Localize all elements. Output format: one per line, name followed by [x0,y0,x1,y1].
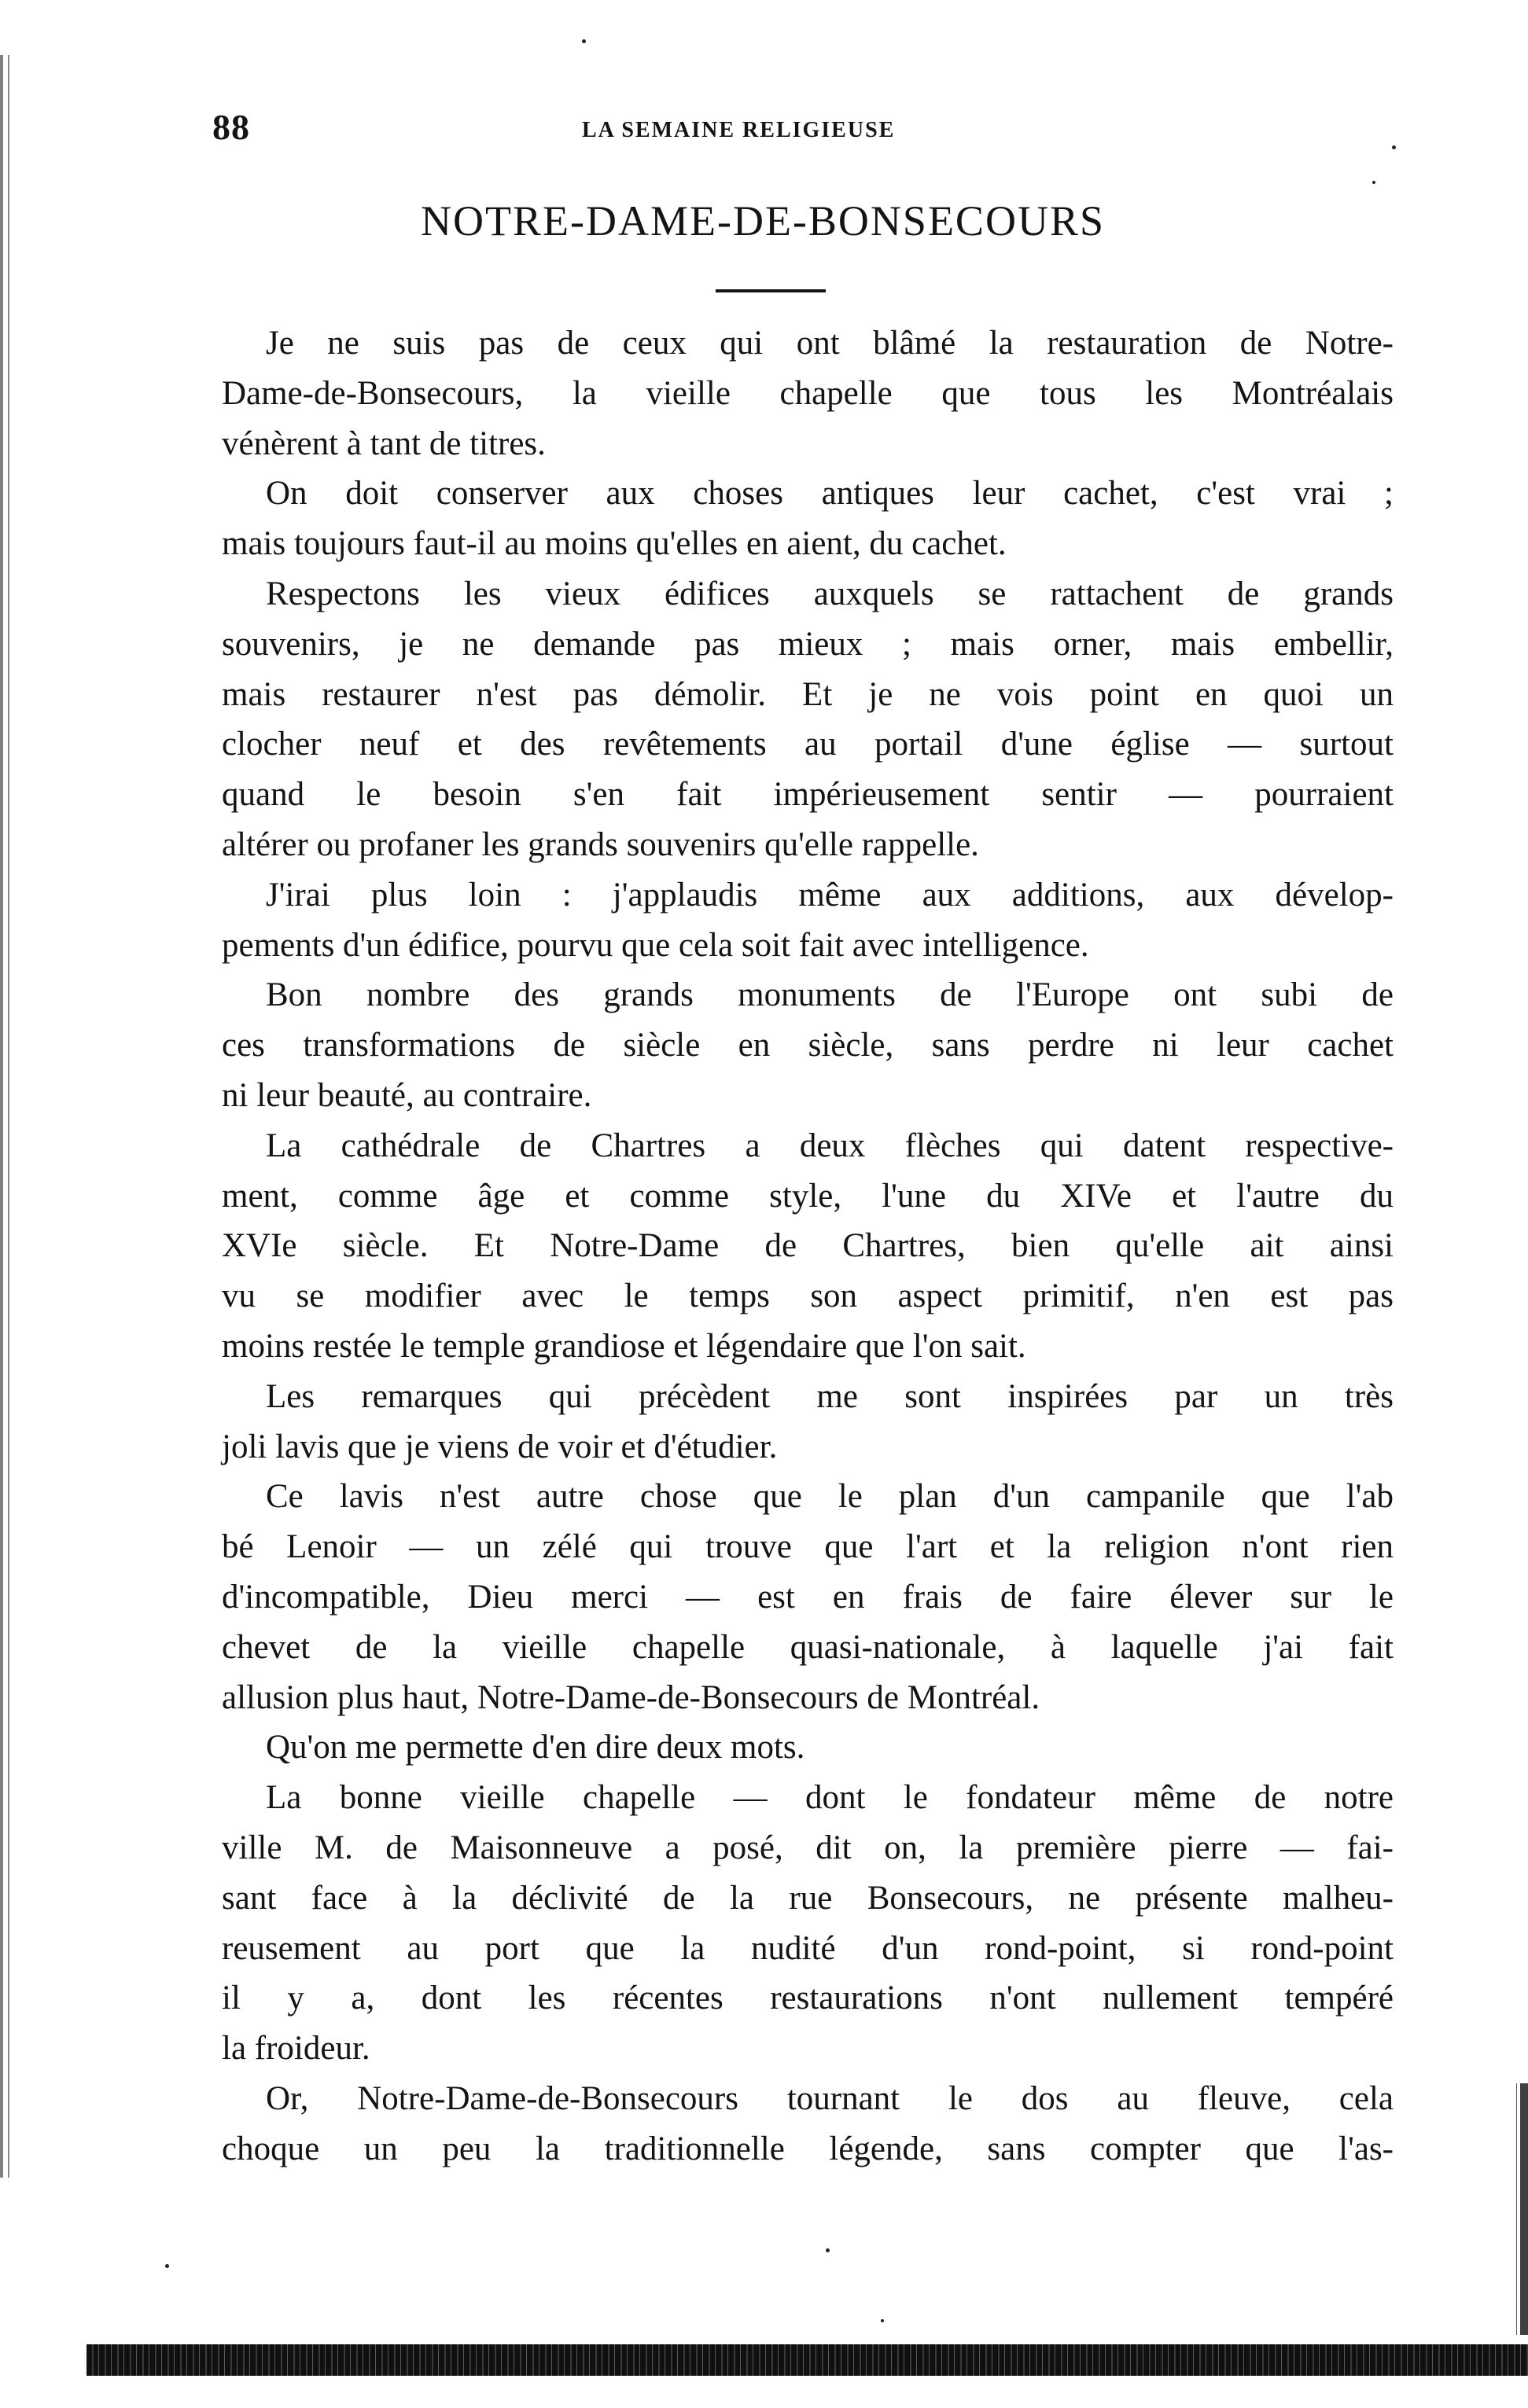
running-head: LA SEMAINE RELIGIEUSE [582,118,896,142]
scan-speck [826,2248,830,2252]
article-title: NOTRE-DAME-DE-BONSECOURS [421,197,1105,244]
text-line: XVIe siècle. Et Notre-Dame de Chartres, bien qu'elle ait ainsi [222,1227,1394,1265]
page-right-edge [1509,2083,1528,2335]
text-line: souvenirs, je ne demande pas mieux ; mais orner, mais embellir, [222,625,1394,663]
text-line: Or, Notre-Dame-de-Bonsecours tournant le dos au fleuve, cela [266,2079,1394,2117]
text-line: pements d'un édifice, pourvu que cela soit fait avec intelligence. [222,926,1089,964]
text-line: ni leur beauté, au contraire. [222,1076,592,1114]
text-line: mais toujours faut-il au moins qu'elles en aient, du cachet. [222,525,1007,563]
scan-speck [881,2319,884,2322]
text-line: On doit conserver aux choses antiques leur cachet, c'est vrai ; [266,475,1394,513]
text-line: chevet de la vieille chapelle quasi-nationale, à laquelle j'ai fait [222,1628,1394,1666]
title-rule [716,289,826,292]
text-line: bé Lenoir — un zélé qui trouve que l'art et la religion n'ont rien [222,1528,1394,1566]
text-line: ment, comme âge et comme style, l'une du XIVe et l'autre du [222,1177,1394,1215]
scan-speck [1392,145,1396,149]
text-line: il y a, dont les récentes restaurations n'ont nullement tempéré [222,1980,1394,2017]
text-line: vénèrent à tant de titres. [222,425,546,462]
text-line: La cathédrale de Chartres a deux flèches qui datent respective- [266,1127,1394,1164]
text-line: Dame-de-Bonsecours, la vieille chapelle que tous les Montréalais [222,374,1394,412]
article-body [222,318,1394,2174]
text-line: Bon nombre des grands monuments de l'Europe ont subi de [266,976,1394,1014]
text-line: ville M. de Maisonneuve a posé, dit on, la première pierre — fai- [222,1829,1394,1866]
text-line: reusement au port que la nudité d'un rond-point, si rond-point [222,1929,1394,1967]
text-line: J'irai plus loin : j'applaudis même aux additions, aux dévelop- [266,876,1394,914]
text-line: Ce lavis n'est autre chose que le plan d'un campanile que l'ab [266,1478,1394,1516]
text-line: joli lavis que je viens de voir et d'étudier. [222,1428,778,1465]
text-line: quand le besoin s'en fait impérieusement sentir — pourraient [222,776,1394,814]
scan-speck [1372,181,1375,184]
text-line: altérer ou profaner les grands souvenirs qu'elle rappelle. [222,825,979,863]
page-bottom-edge [87,2344,1528,2376]
text-line: sant face à la déclivité de la rue Bonsecours, ne présente malheu- [222,1879,1394,1917]
text-line: d'incompatible, Dieu merci — est en frais de faire élever sur le [222,1578,1394,1616]
text-line: Qu'on me permette d'en dire deux mots. [266,1729,805,1766]
text-line: ces transformations de siècle en siècle, sans perdre ni leur cachet [222,1027,1394,1064]
text-line: Je ne suis pas de ceux qui ont blâmé la restauration de Notre- [266,325,1394,362]
text-line: Respectons les vieux édifices auxquels se rattachent de grands [266,575,1394,612]
text-line: allusion plus haut, Notre-Dame-de-Bonsecours de Montréal. [222,1678,1040,1716]
scan-speck [582,39,586,43]
page-left-edge [0,55,20,2178]
page-number: 88 [212,107,250,147]
text-line: mais restaurer n'est pas démolir. Et je ne vois point en quoi un [222,675,1394,713]
text-line: choque un peu la traditionnelle légende, sans compter que l'as- [222,2130,1394,2167]
text-line: La bonne vieille chapelle — dont le fondateur même de notre [266,1779,1394,1817]
text-line: vu se modifier avec le temps son aspect primitif, n'en est pas [222,1278,1394,1315]
scan-speck [165,2264,169,2268]
text-line: moins restée le temple grandiose et légendaire que l'on sait. [222,1327,1026,1365]
text-line: Les remarques qui précèdent me sont inspirées par un très [266,1377,1394,1415]
text-line: la froideur. [222,2030,370,2068]
text-line: clocher neuf et des revêtements au portail d'une église — surtout [222,726,1394,763]
